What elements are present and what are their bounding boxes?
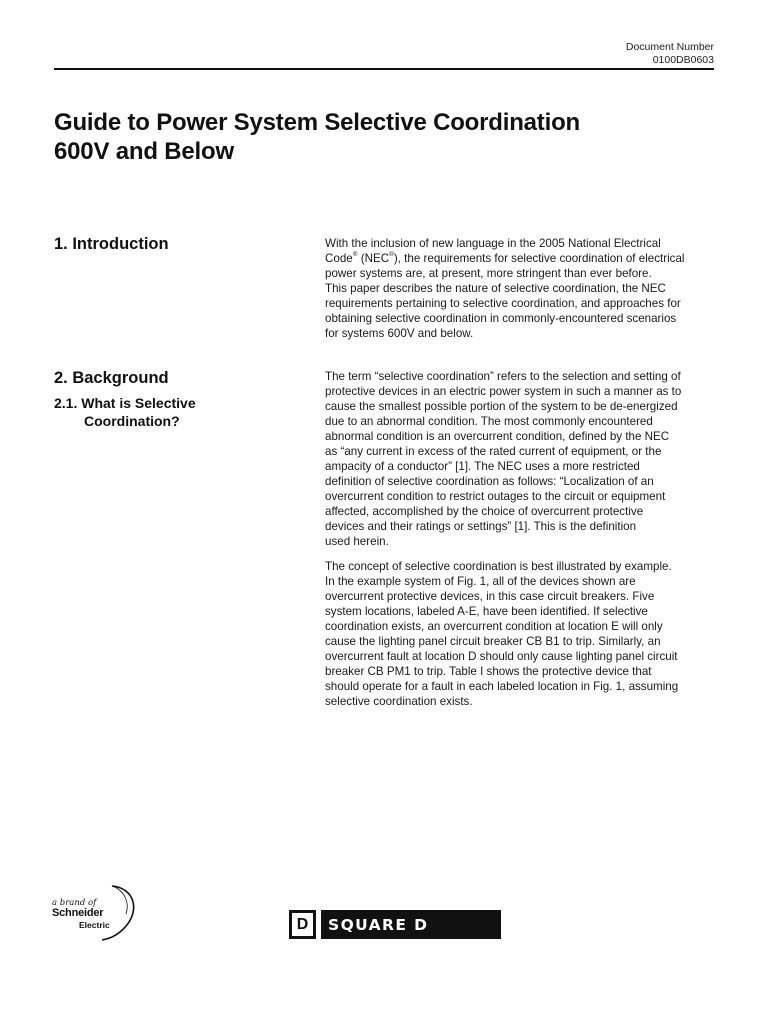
document-number: 0100DB0603 xyxy=(652,54,714,66)
intro-line: With the inclusion of new language in the 2005 National Electrical xyxy=(325,237,661,250)
paragraph-line: coordination exists, an overcurrent condition at location E will only xyxy=(325,620,663,633)
paragraph-line: ampacity of a conductor” [1]. The NEC uses a more restricted xyxy=(325,460,640,473)
document-number-label: Document Number xyxy=(625,41,714,53)
intro-line-part: (NEC xyxy=(357,252,390,265)
electric-text: Electric xyxy=(79,920,110,930)
paragraph-line: overcurrent protective devices, in this case circuit breakers. Five xyxy=(325,590,655,603)
paragraph-line: cause the smallest possible portion of the system to be de-energized xyxy=(325,400,678,413)
paragraph-line: protective devices in an electric power system in such a manner as to xyxy=(325,385,682,398)
intro-line: for systems 600V and below. xyxy=(325,327,474,340)
paragraph-line: system locations, labeled A-E, have been identified. If selective xyxy=(325,605,648,618)
paragraph-line: devices and their ratings or settings” [1]. This is the definition xyxy=(325,520,637,533)
header-rule xyxy=(54,68,714,70)
background-paragraph-2 xyxy=(325,559,725,709)
paragraph-line: breaker CB PM1 to trip. Table I shows the protective device that xyxy=(325,665,652,678)
intro-line xyxy=(325,251,725,266)
paragraph-line: The term “selective coordination” refers to the selection and setting of xyxy=(325,370,681,383)
paragraph-line: definition of selective coordination as follows: “Localization of an xyxy=(325,475,654,488)
paragraph-line: used herein. xyxy=(325,535,389,548)
paragraph-line: due to an abnormal condition. The most commonly encountered xyxy=(325,415,653,428)
section-heading-background: 2. Background xyxy=(54,369,169,387)
paragraph-line: should operate for a fault in each labeled location in Fig. 1, assuming xyxy=(325,680,679,693)
title-line-2: 600V and Below xyxy=(54,138,234,165)
schneider-electric-logo xyxy=(52,884,142,942)
title-line-1: Guide to Power System Selective Coordination xyxy=(54,109,580,136)
intro-line-part: ), the requirements for selective coordination of electrical xyxy=(393,252,685,265)
document-number-block xyxy=(626,41,714,67)
introduction-paragraph xyxy=(325,236,725,341)
square-d-logo xyxy=(289,910,501,939)
paragraph-line: overcurrent fault at location D should only cause lighting panel circuit xyxy=(325,650,678,663)
registered-mark: ® xyxy=(389,251,394,259)
subsection-heading-selective-coordination xyxy=(54,394,254,430)
intro-line-part: Code xyxy=(325,252,353,265)
subsection-heading-line-2: Coordination? xyxy=(84,413,180,429)
paragraph-line: In the example system of Fig. 1, all of the devices shown are xyxy=(325,575,636,588)
paragraph-line: affected, accomplished by the choice of overcurrent protective xyxy=(325,505,644,518)
paragraph-line: abnormal condition is an overcurrent condition, defined by the NEC xyxy=(325,430,670,443)
paragraph-line: overcurrent condition to restrict outages to the circuit or equipment xyxy=(325,490,666,503)
intro-line: requirements pertaining to selective coordination, and approaches for xyxy=(325,297,681,310)
paragraph-line: The concept of selective coordination is best illustrated by example. xyxy=(325,560,672,573)
section-heading-introduction: 1. Introduction xyxy=(54,235,169,253)
intro-line: obtaining selective coordination in commonly-encountered scenarios xyxy=(325,312,677,325)
paragraph-line: selective coordination exists. xyxy=(325,695,473,708)
schneider-text: Schneider xyxy=(52,907,104,919)
registered-mark: ® xyxy=(352,251,358,259)
paragraph-line: as “any current in excess of the rated current of equipment, or the xyxy=(325,445,662,458)
square-d-icon xyxy=(289,910,316,939)
square-d-wordmark: SQUARE D xyxy=(321,910,501,939)
square-d-mark-letter: D xyxy=(296,915,309,933)
background-paragraph-1 xyxy=(325,369,725,549)
subsection-heading-line-1: 2.1. What is Selective xyxy=(54,395,196,411)
intro-line: power systems are, at present, more stringent than ever before. xyxy=(325,267,652,280)
brand-of-text: a brand of xyxy=(52,898,97,908)
page-title xyxy=(54,108,580,166)
intro-line: This paper describes the nature of selective coordination, the NEC xyxy=(325,282,666,295)
paragraph-line: cause the lighting panel circuit breaker CB B1 to trip. Similarly, an xyxy=(325,635,661,648)
